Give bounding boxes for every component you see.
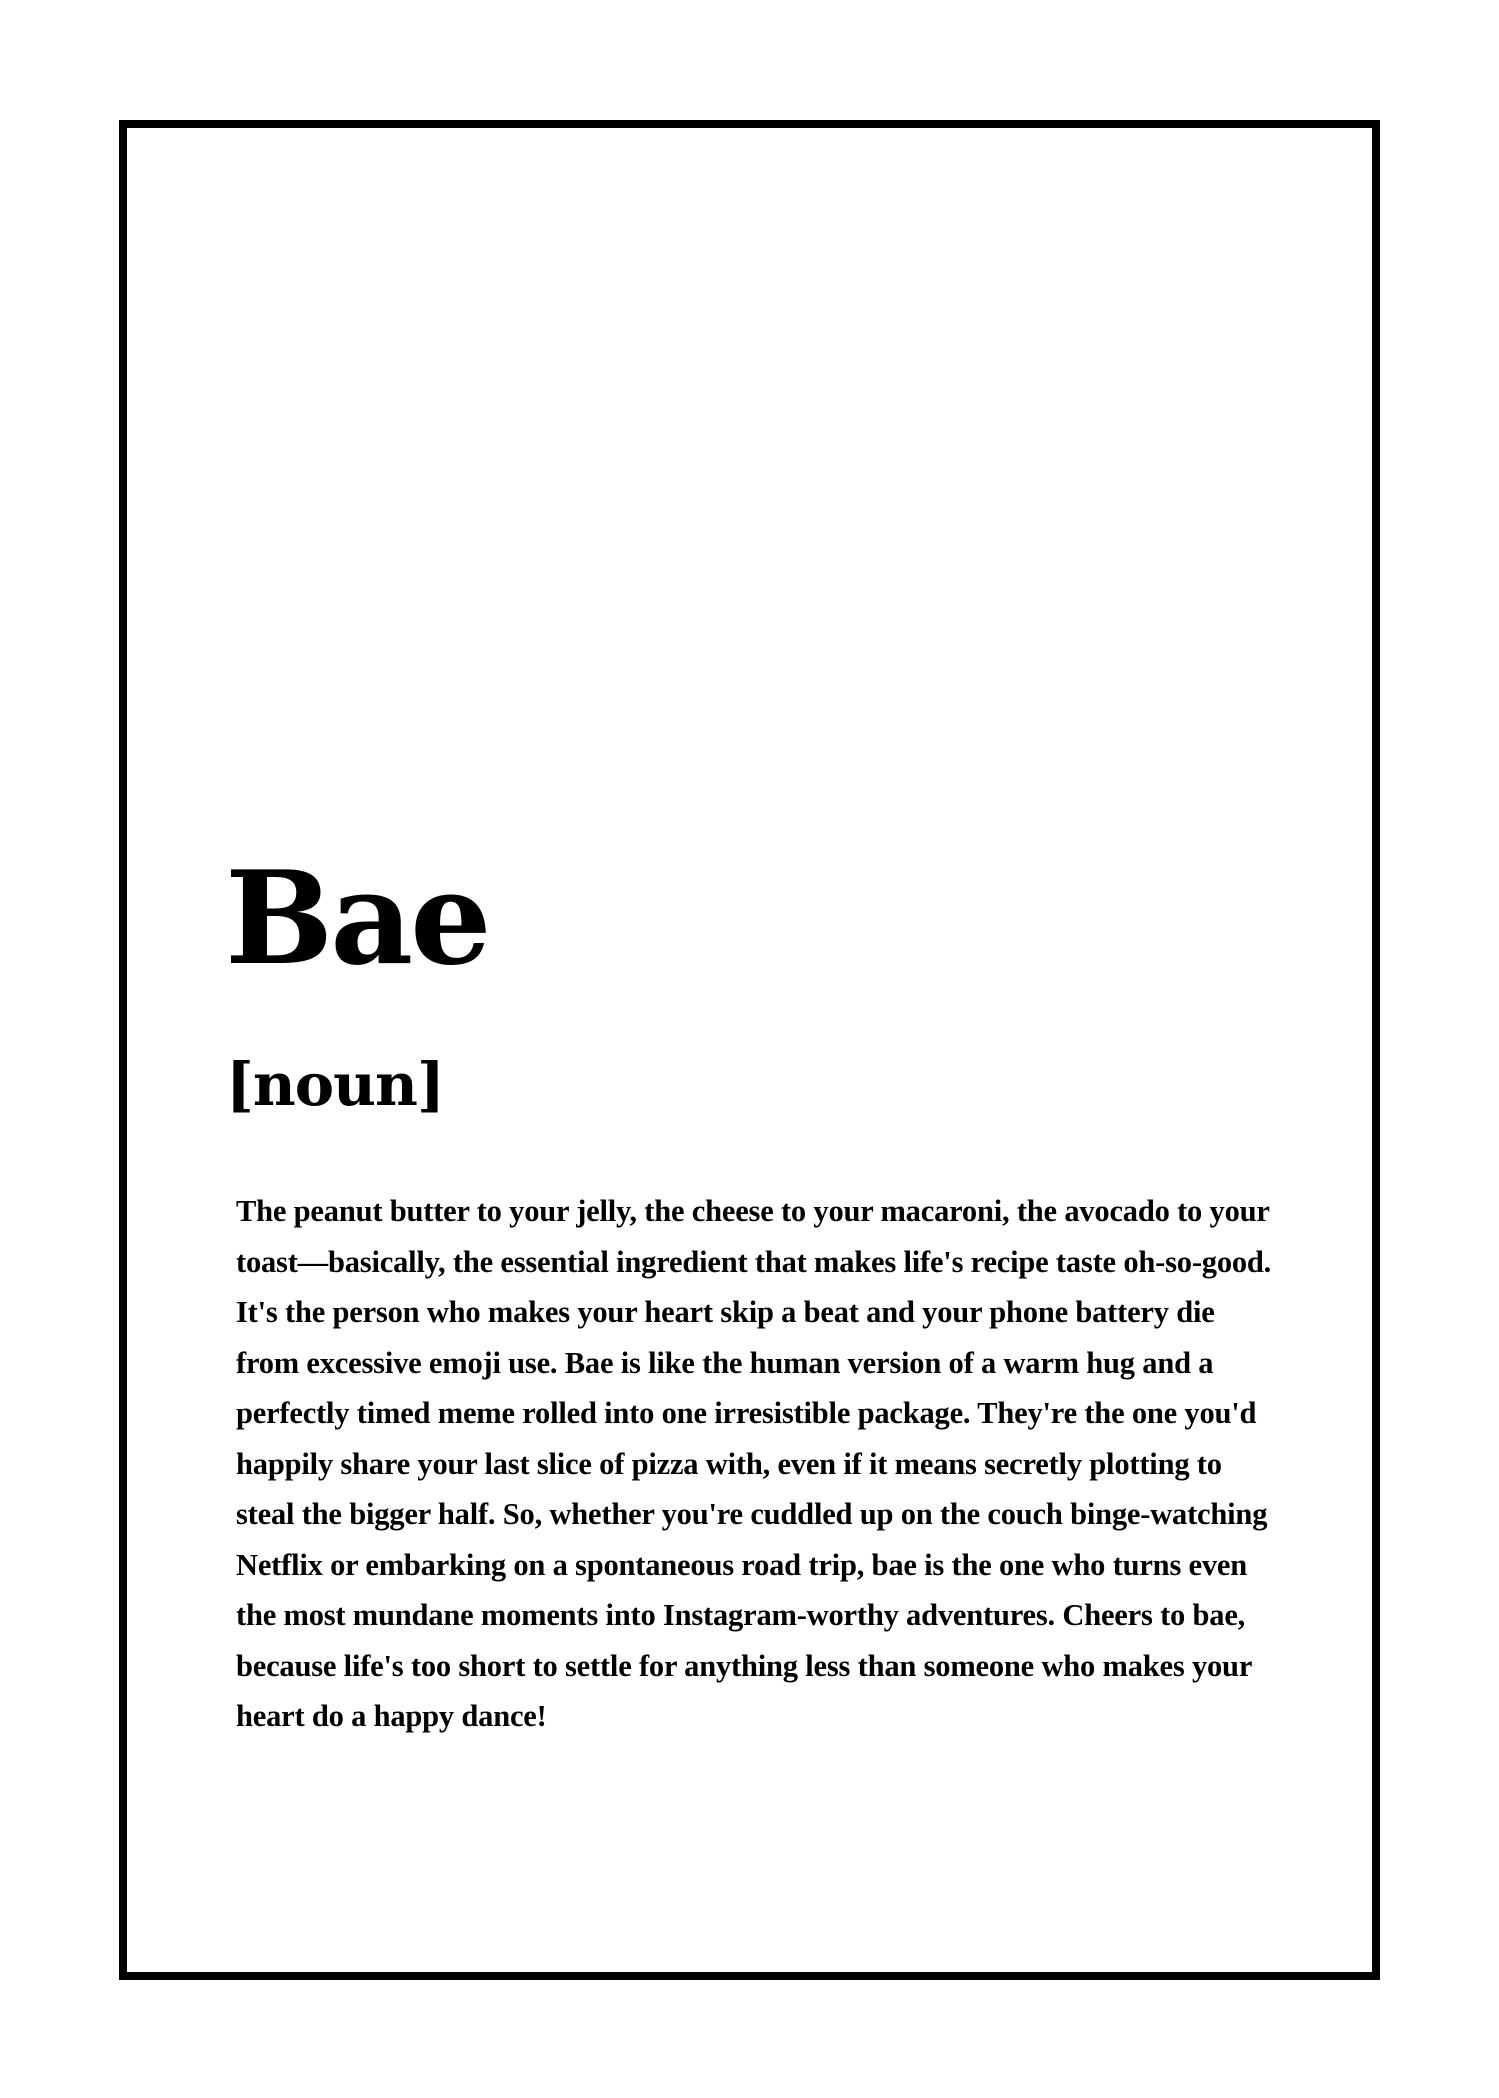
part-of-speech: [noun] (226, 1050, 444, 1119)
entry-headword: Bae (225, 844, 489, 994)
definition-text: The peanut butter to your jelly, the cheese to your macaroni, the avocado to your toast—basically, the essential ingredient that makes life's recipe taste oh-so-good. It's the person who makes your heart skip a beat and your phone battery die from excessive emoji use. Bae is like the human version of a warm hug and a perfectly timed meme rolled into one irresistible package. They're the one you'd happily share your last slice of pizza with, even if it means secretly plotting to steal the bigger half. So, whether you're cuddled up on the couch binge-watching Netflix or embarking on a spontaneous road trip, bae is the one who turns even the most mundane moments into Instagram-worthy adventures. Cheers to bae, because life's too short to settle for anything less than someone who makes your heart do a happy dance! (236, 1194, 1272, 1733)
